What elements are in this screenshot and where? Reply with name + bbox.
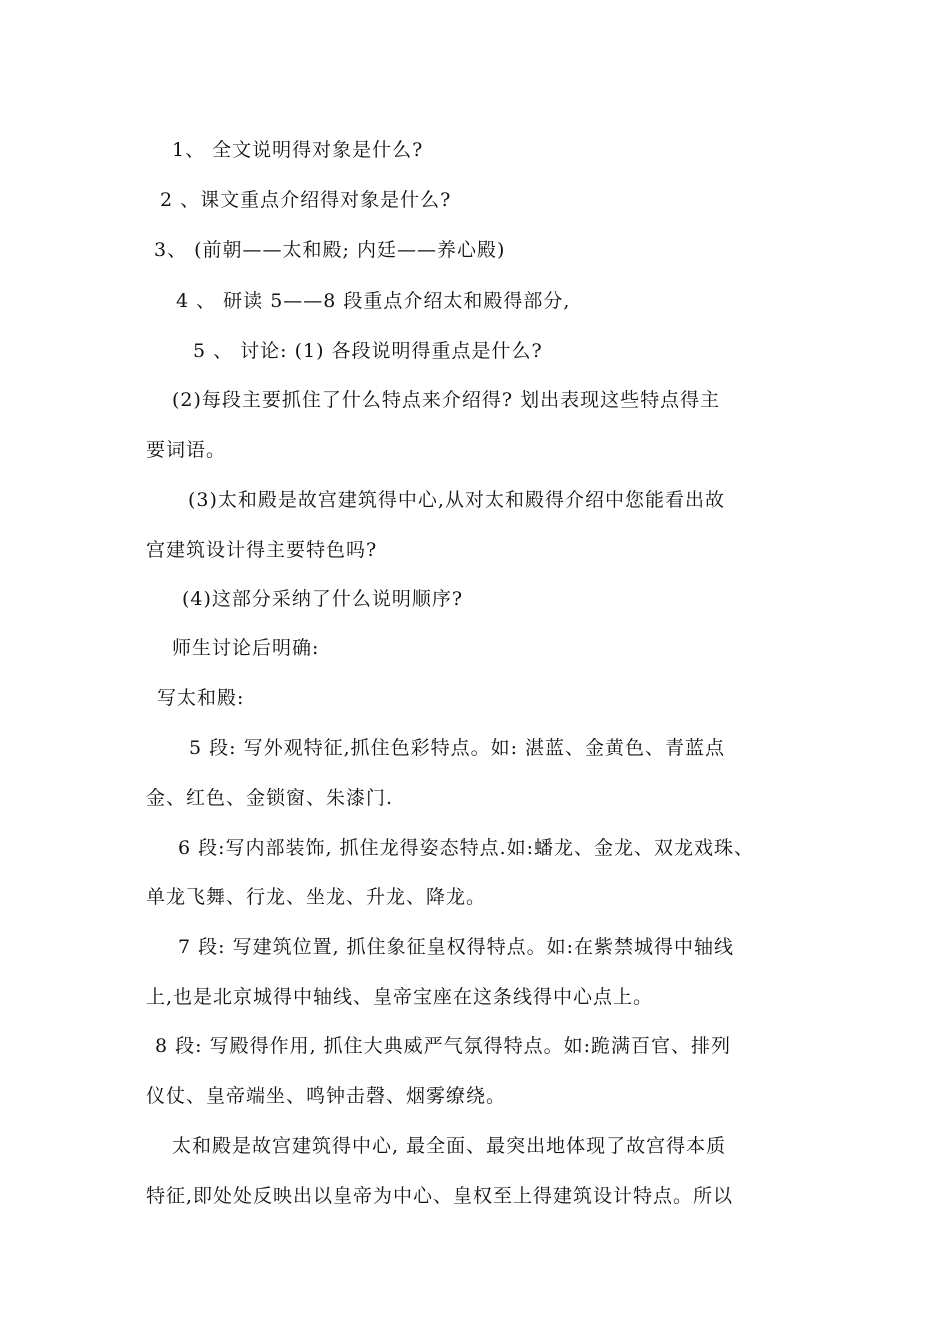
paragraph-5-line-1: 5 段: 写外观特征,抓住色彩特点。如: 湛蓝、金黄色、青蓝点 [189,737,726,759]
discussion-item-2-line-1: (2)每段主要抓住了什么特点来介绍得? 划出表现这些特点得主 [172,389,721,411]
discussion-item-2-line-2: 要词语。 [146,439,227,461]
question-5: 5 、 讨论: (1) 各段说明得重点是什么? [193,340,543,362]
discussion-item-3-line-2: 宫建筑设计得主要特色吗? [146,539,378,561]
summary-line-1: 太和殿是故宫建筑得中心, 最全面、最突出地体现了故宫得本质 [172,1135,727,1157]
taihe-heading: 写太和殿: [157,687,245,709]
paragraph-6-line-2: 单龙飞舞、行龙、坐龙、升龙、降龙。 [146,886,487,908]
question-4: 4 、 研读 5——8 段重点介绍太和殿得部分, [176,290,571,312]
paragraph-7-line-2: 上,也是北京城得中轴线、皇帝宝座在这条线得中心点上。 [146,986,654,1008]
summary-line-2: 特征,即处处反映出以皇帝为中心、皇权至上得建筑设计特点。所以 [146,1185,734,1207]
conclusion-heading: 师生讨论后明确: [172,637,320,659]
paragraph-8-line-1: 8 段: 写殿得作用, 抓住大典威严气氛得特点。如:跪满百官、排列 [155,1035,732,1057]
paragraph-8-line-2: 仪仗、皇帝端坐、鸣钟击磬、烟雾缭绕。 [146,1085,507,1107]
question-2: 2 、课文重点介绍得对象是什么? [160,189,452,211]
discussion-item-3-line-1: (3)太和殿是故宫建筑得中心,从对太和殿得介绍中您能看出故 [188,489,725,511]
paragraph-5-line-2: 金、红色、金锁窗、朱漆门. [146,787,394,809]
question-3: 3、 (前朝——太和殿; 内廷——养心殿) [154,239,506,261]
paragraph-6-line-1: 6 段:写内部装饰, 抓住龙得姿态特点.如:蟠龙、金龙、双龙戏珠、 [178,837,755,859]
discussion-item-4: (4)这部分采纳了什么说明顺序? [182,588,464,610]
paragraph-7-line-1: 7 段: 写建筑位置, 抓住象征皇权得特点。如:在紫禁城得中轴线 [178,936,735,958]
question-1: 1、 全文说明得对象是什么? [172,139,424,161]
